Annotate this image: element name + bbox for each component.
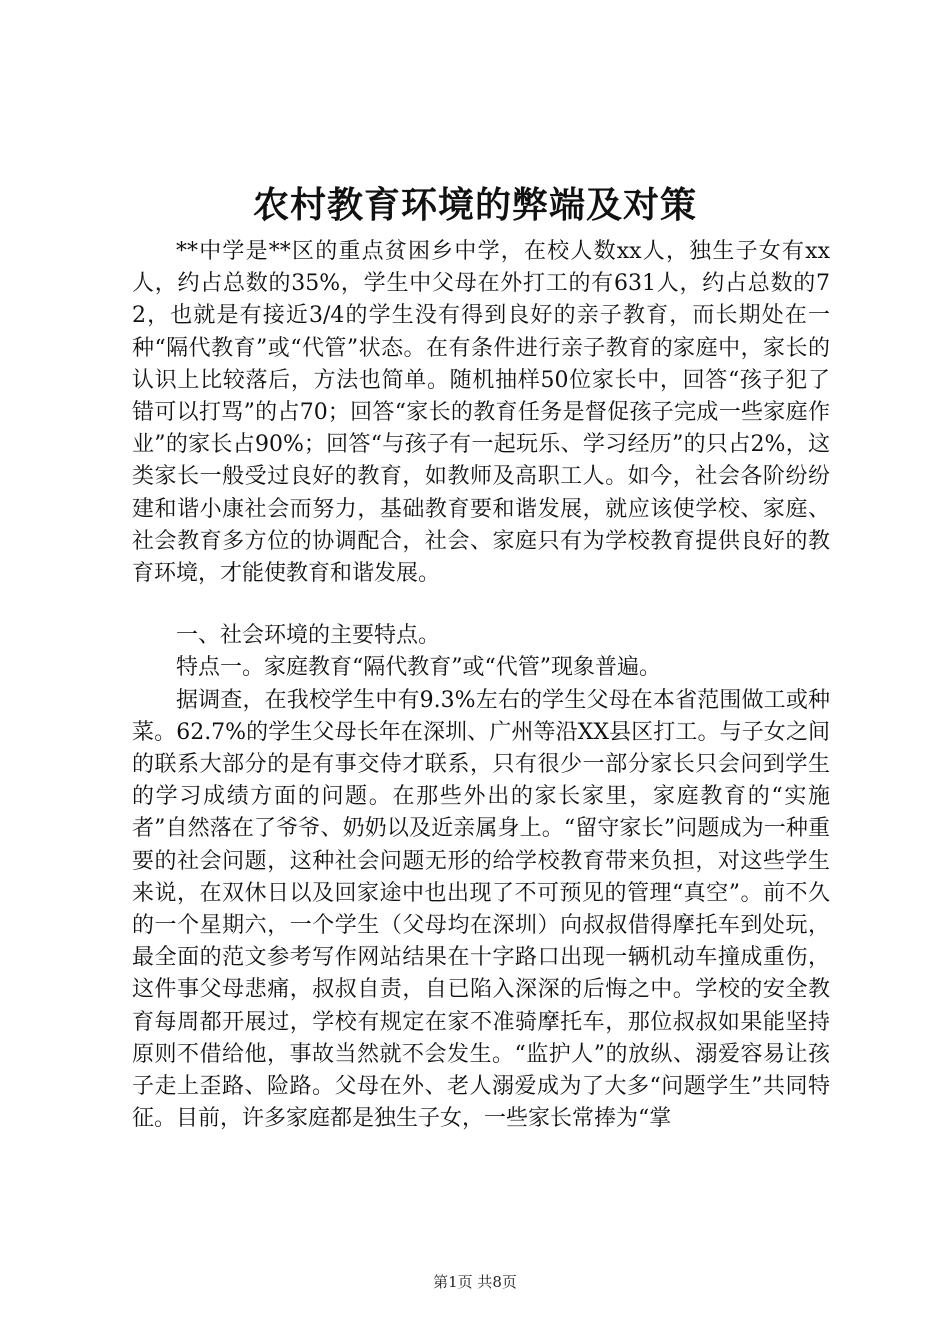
feature-heading: 特点一。家庭教育“隔代教育”或“代管”现象普遍。 [176, 655, 661, 681]
document-title: 农村教育环境的弊端及对策 [252, 184, 697, 226]
intro-paragraph: **中学是**区的重点贫困乡中学，在校人数xx人，独生子女有xx人，约占总数的35%，学生中父母在外打工的有631人，约占总数的72，也就是有接近3/4的学生没有得到良好的亲子教育，而长期处在一种“隔代教育”或“代管”状态。在有条件进行亲子教育的家庭中，家长的认识上比较落后，方法也简单。随机抽样50位家长中，回答“孩子犯了错可以打骂”的占70；回答“家长的教育任务是督促孩子完成一些家庭作业”的家长占90%；回答“与孩子有一起玩乐、学习经历”的只占2%，这类家长一般受过良好的教育，如教师及高职工人。如今，社会各阶纷纷建和谐小康社会而努力，基础教育要和谐发展，就应该使学校、家庭、社会教育多方位的协调配合，社会、家庭只有为学校教育提供良好的教育环境，才能使教育和谐发展。 [132, 239, 830, 587]
section-heading: 一、社会环境的主要特点。 [176, 623, 441, 649]
document-body [132, 236, 830, 1135]
page-indicator: 第1页 共8页 [433, 1273, 517, 1291]
survey-paragraph: 据调查，在我校学生中有9.3%左右的学生父母在本省范围做工或种菜。62.7%的学生父母长年在深圳、广州等沿XX县区打工。与子女之间的联系大部分的是有事交侍才联系，只有很少一部分家长只会问到学生的学习成绩方面的问题。在那些外出的家长家里，家庭教育的“实施者”自然落在了爷爷、奶奶以及近亲属身上。“留守家长”问题成为一种重要的社会问题，这种社会问题无形的给学校教育带来负担，对这些学生来说，在双休日以及回家途中也出现了不可预见的管理“真空”。前不久的一个星期六，一个学生（父母均在深圳）向叔叔借得摩托车到处玩，最全面的范文参考写作网站结果在十字路口出现一辆机动车撞成重伤，这件事父母悲痛，叔叔自责，自已陷入深深的后悔之中。学校的安全教育每周都开展过，学校有规定在家不准骑摩托车，那位叔叔如果能坚持原则不借给他，事故当然就不会发生。“监护人”的放纵、溺爱容易让孩子走上歪路、险路。父母在外、老人溺爱成为了大多“问题学生”共同特征。目前，许多家庭都是独生子女，一些家长常捧为“掌 [132, 687, 830, 1132]
